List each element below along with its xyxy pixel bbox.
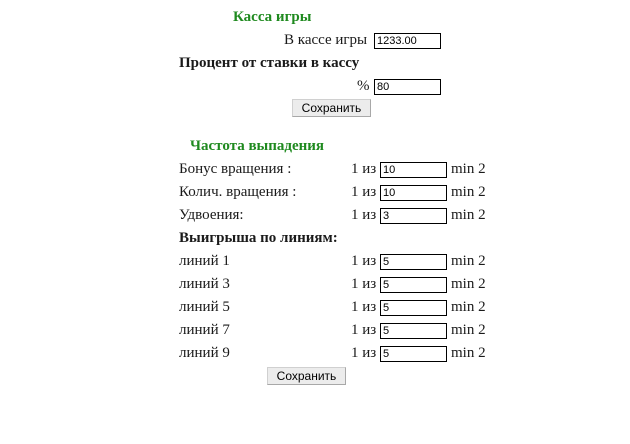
one-of-label: 1 из (351, 253, 377, 269)
one-of-label: 1 из (351, 184, 377, 200)
kassa-save-button[interactable]: Сохранить (292, 99, 371, 117)
lines-heading: Выигрыша по линиям: (179, 230, 338, 246)
frequency-title: Частота выпадения (190, 138, 325, 154)
lines-7-label: линий 7 (179, 322, 230, 338)
one-of-label: 1 из (351, 322, 377, 338)
one-of-label: 1 из (351, 161, 377, 177)
lines-1-input[interactable] (380, 254, 447, 270)
min-label: min 2 (451, 161, 486, 177)
min-label: min 2 (451, 345, 486, 361)
bonus-spin-label: Бонус вращения : (179, 161, 292, 177)
percent-input[interactable] (374, 79, 441, 95)
lines-7-input[interactable] (380, 323, 447, 339)
lines-9-input[interactable] (380, 346, 447, 362)
one-of-label: 1 из (351, 207, 377, 223)
bonus-spin-input[interactable] (380, 162, 447, 178)
min-label: min 2 (451, 299, 486, 315)
percent-heading: Процент от ставки в кассу (179, 55, 360, 71)
one-of-label: 1 из (351, 345, 377, 361)
percent-label: % (357, 78, 370, 94)
lines-3-label: линий 3 (179, 276, 230, 292)
lines-5-input[interactable] (380, 300, 447, 316)
one-of-label: 1 из (351, 299, 377, 315)
spin-count-label: Колич. вращения : (179, 184, 297, 200)
one-of-label: 1 из (351, 276, 377, 292)
doubling-input[interactable] (380, 208, 447, 224)
doubling-label: Удвоения: (179, 207, 244, 223)
kassa-title: Касса игры (233, 9, 312, 25)
min-label: min 2 (451, 184, 486, 200)
frequency-save-button[interactable]: Сохранить (267, 367, 346, 385)
min-label: min 2 (451, 207, 486, 223)
lines-9-label: линий 9 (179, 345, 230, 361)
lines-1-label: линий 1 (179, 253, 230, 269)
lines-5-label: линий 5 (179, 299, 230, 315)
spin-count-input[interactable] (380, 185, 447, 201)
min-label: min 2 (451, 276, 486, 292)
bank-input[interactable] (374, 33, 441, 49)
lines-3-input[interactable] (380, 277, 447, 293)
bank-label: В кассе игры (284, 32, 368, 48)
min-label: min 2 (451, 322, 486, 338)
min-label: min 2 (451, 253, 486, 269)
